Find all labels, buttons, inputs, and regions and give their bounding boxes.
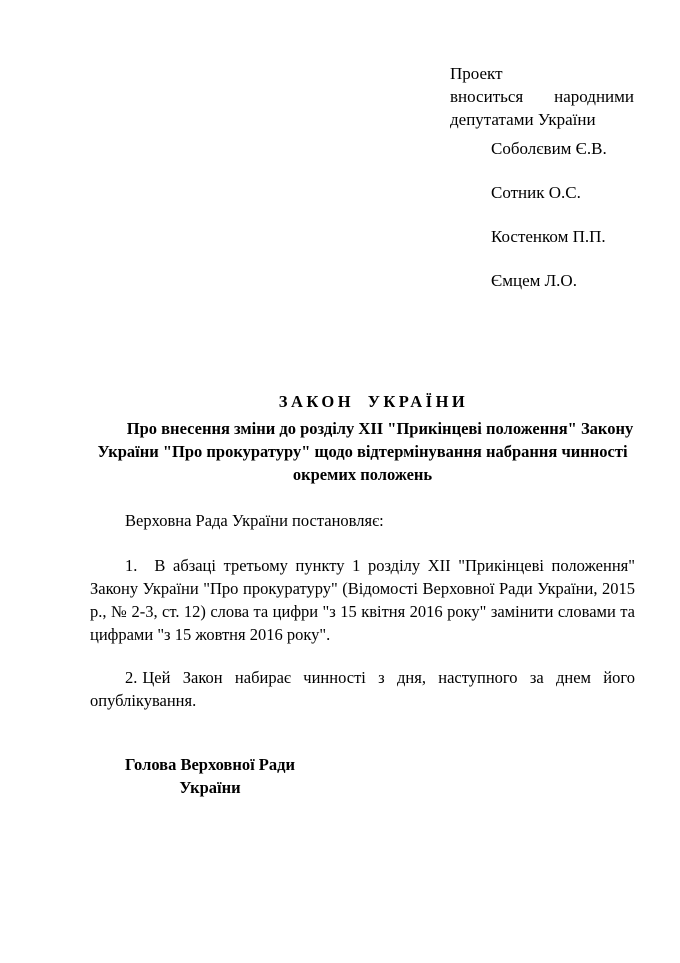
submission-word-vnosytsia: вноситься bbox=[450, 87, 524, 106]
article-2-number: 2. bbox=[125, 668, 138, 687]
law-heading: ЗАКОН УКРАЇНИ bbox=[278, 392, 469, 411]
law-title: Про внесення зміни до розділу XII "Прикінцеві положення" Закону України "Про прокуратуру" щодо відтермінування набрання чинності окремих положень bbox=[97, 419, 634, 484]
article-1-text: В абзаці третьому пункту 1 розділу XII "Прикінцеві положення" Закону України "Про прокуратуру" (Відомості Верховної Ради України, 2015 р., № 2-3, ст. 12) слова та цифри "з 15 квітня 2016 року" замінити словами та цифрами "з 15 жовтня 2016 року". bbox=[90, 556, 635, 644]
submission-word-narodnymy: народними bbox=[554, 87, 634, 106]
article-1 bbox=[90, 554, 635, 646]
article-2-text: Цей Закон набирає чинності з дня, наступного за днем його опублікування. bbox=[90, 668, 635, 710]
deputies-list bbox=[491, 140, 607, 316]
signature-line-2: України bbox=[179, 778, 241, 797]
preamble: Верховна Рада України постановляє: bbox=[125, 511, 384, 530]
project-label: Проект bbox=[450, 64, 503, 83]
deputy-name-kostenko: Костенком П.П. bbox=[491, 227, 606, 246]
article-1-number: 1. bbox=[125, 556, 138, 575]
signature-line-1: Голова Верховної Ради bbox=[125, 755, 295, 774]
deputy-name-yemets: Ємцем Л.О. bbox=[491, 271, 577, 290]
submission-note bbox=[450, 62, 634, 131]
submission-line-justified bbox=[450, 85, 634, 108]
submission-line-deputies: депутатами України bbox=[450, 110, 596, 129]
signature-block bbox=[125, 753, 295, 799]
article-2 bbox=[90, 666, 635, 712]
deputy-name-sobolev: Соболєвим Є.В. bbox=[491, 139, 607, 158]
deputy-name-sotnyk: Сотник О.С. bbox=[491, 183, 581, 202]
